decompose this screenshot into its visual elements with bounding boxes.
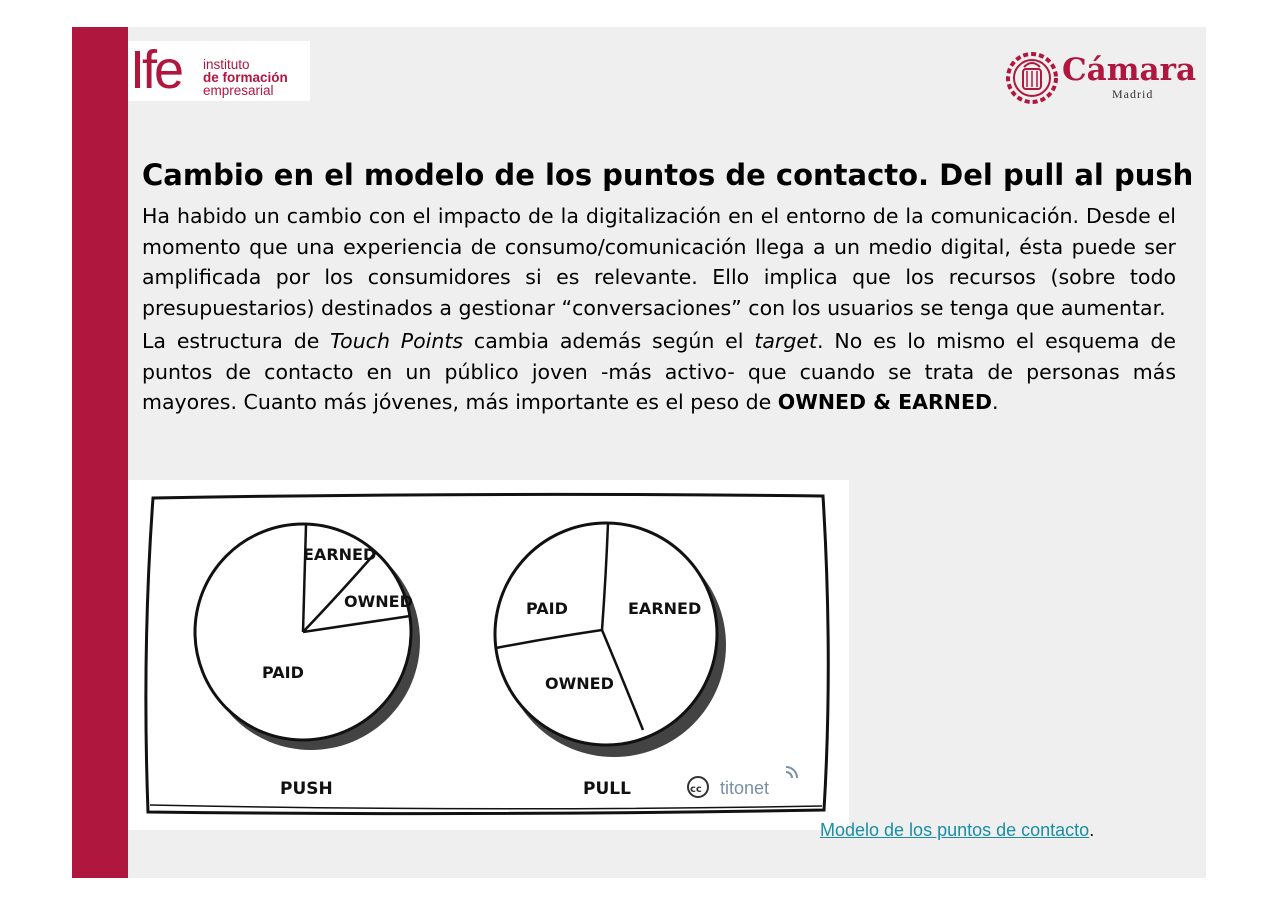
- push-slice-earned-label: EARNED: [303, 545, 377, 564]
- caption-link[interactable]: Modelo de los puntos de contacto: [820, 820, 1090, 840]
- titonet-credit: titonet: [720, 778, 770, 798]
- push-caption: PUSH: [280, 779, 333, 799]
- touchpoints-figure: [128, 480, 849, 830]
- pull-slice-owned-label: OWNED: [545, 674, 614, 693]
- slide-title: Cambio en el modelo de los puntos de contacto. Del pull al push: [142, 158, 1194, 192]
- pull-caption: PULL: [583, 779, 631, 799]
- touchpoints-diagram: [128, 480, 849, 830]
- camara-logo-name: Cámara: [1062, 52, 1197, 88]
- paragraph-2-touch-points: Touch Points: [330, 329, 464, 353]
- camara-logo-city: Madrid: [1112, 87, 1154, 101]
- paragraph-2-target: target: [754, 329, 818, 353]
- paragraph-2: [142, 326, 1176, 418]
- push-slice-owned-label: OWNED: [344, 592, 413, 611]
- pull-slice-earned-label: EARNED: [628, 599, 702, 618]
- ife-logo-line2: de formación: [203, 70, 288, 85]
- paragraph-1: Ha habido un cambio con el impacto de la digitalización en el entorno de la comunicación. Desde el momento que una experiencia de consumo/comunicación llega a un medio digital, ésta puede ser amplificada por los consumidores si es relevante. Ello implica que los recursos (sobre todo presupuestarios) destinados a gestionar “conversaciones” con los usuarios se tenga que aumentar.: [142, 204, 1176, 320]
- cc-mark: cc: [690, 784, 702, 795]
- push-slice-paid-label: PAID: [262, 663, 304, 682]
- slide: [72, 27, 1206, 878]
- ife-logo-line1: instituto: [203, 57, 250, 72]
- ife-logo: [128, 41, 310, 101]
- ife-logo-mark: Ife: [130, 40, 182, 100]
- paragraph-2-owned-earned: OWNED & EARNED: [777, 390, 992, 414]
- paragraph-2-part1: La estructura de: [142, 329, 331, 353]
- paragraph-2-part3: . No es lo mismo el esquema de puntos de contacto en un público joven -más activo- que cuando se trata de personas más mayores. Cuanto más jóvenes, más importante es el peso de: [142, 329, 1177, 414]
- slide-body: [142, 201, 1176, 421]
- camara-seal-icon: [1004, 49, 1060, 107]
- pull-slice-paid-label: PAID: [526, 599, 568, 618]
- camara-logo: [1004, 49, 1198, 109]
- figure-caption: [820, 820, 1094, 841]
- ife-logo-line3: empresarial: [203, 83, 274, 98]
- ife-logo-text: [203, 58, 288, 97]
- paragraph-2-end: .: [991, 390, 999, 414]
- accent-bar: [72, 27, 128, 878]
- paragraph-2-part2: cambia además según el: [463, 329, 755, 353]
- caption-period: .: [1089, 820, 1095, 840]
